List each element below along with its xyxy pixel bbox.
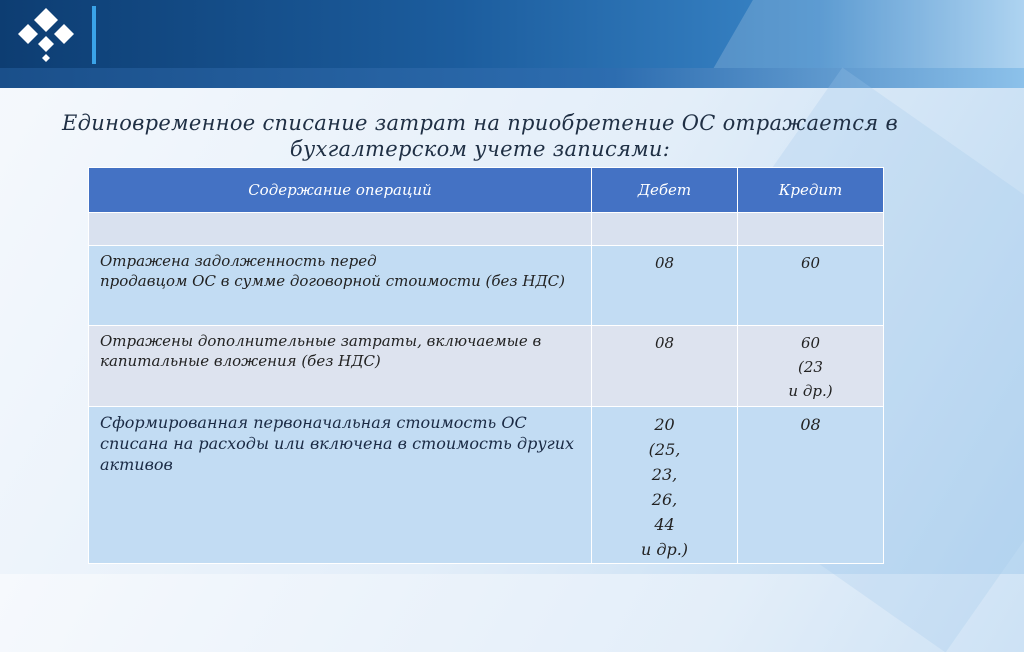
header-credit: Кредит (738, 168, 884, 213)
slide-title: Единовременное списание затрат на приобретение ОС отражается в бухгалтерском учете записями: (62, 111, 898, 161)
credit-account: 60 (800, 254, 821, 272)
operation-description: Отражена задолженность перед продавцом ОС в сумме договорной стоимости (без НДС) (100, 252, 565, 290)
logo-icon (14, 6, 78, 62)
table-header-row (89, 168, 884, 213)
table-row (89, 326, 884, 407)
empty-cell (592, 213, 738, 246)
table-row-empty (89, 213, 884, 246)
operation-description: Отражены дополнительные затраты, включаемые в капитальные вложения (без НДС) (100, 332, 542, 370)
header-divider (92, 6, 96, 64)
header-operations: Содержание операций (89, 168, 592, 213)
table-row (89, 407, 884, 564)
debit-account: 08 (654, 254, 675, 272)
table-row (89, 246, 884, 326)
credit-account: 08 (800, 415, 821, 434)
debit-account: 20 (25, 23, 26, 44 и др.) (640, 415, 689, 559)
empty-cell (738, 213, 884, 246)
operations-table (88, 167, 884, 564)
empty-cell (89, 213, 592, 246)
debit-account: 08 (654, 334, 675, 352)
header-stripe (0, 68, 1024, 88)
operation-description: Сформированная первоначальная стоимость ОС списана на расходы или включена в стоимость других активов (100, 413, 575, 474)
credit-account: 60 (23 и др.) (788, 334, 833, 400)
header-debit: Дебет (592, 168, 738, 213)
